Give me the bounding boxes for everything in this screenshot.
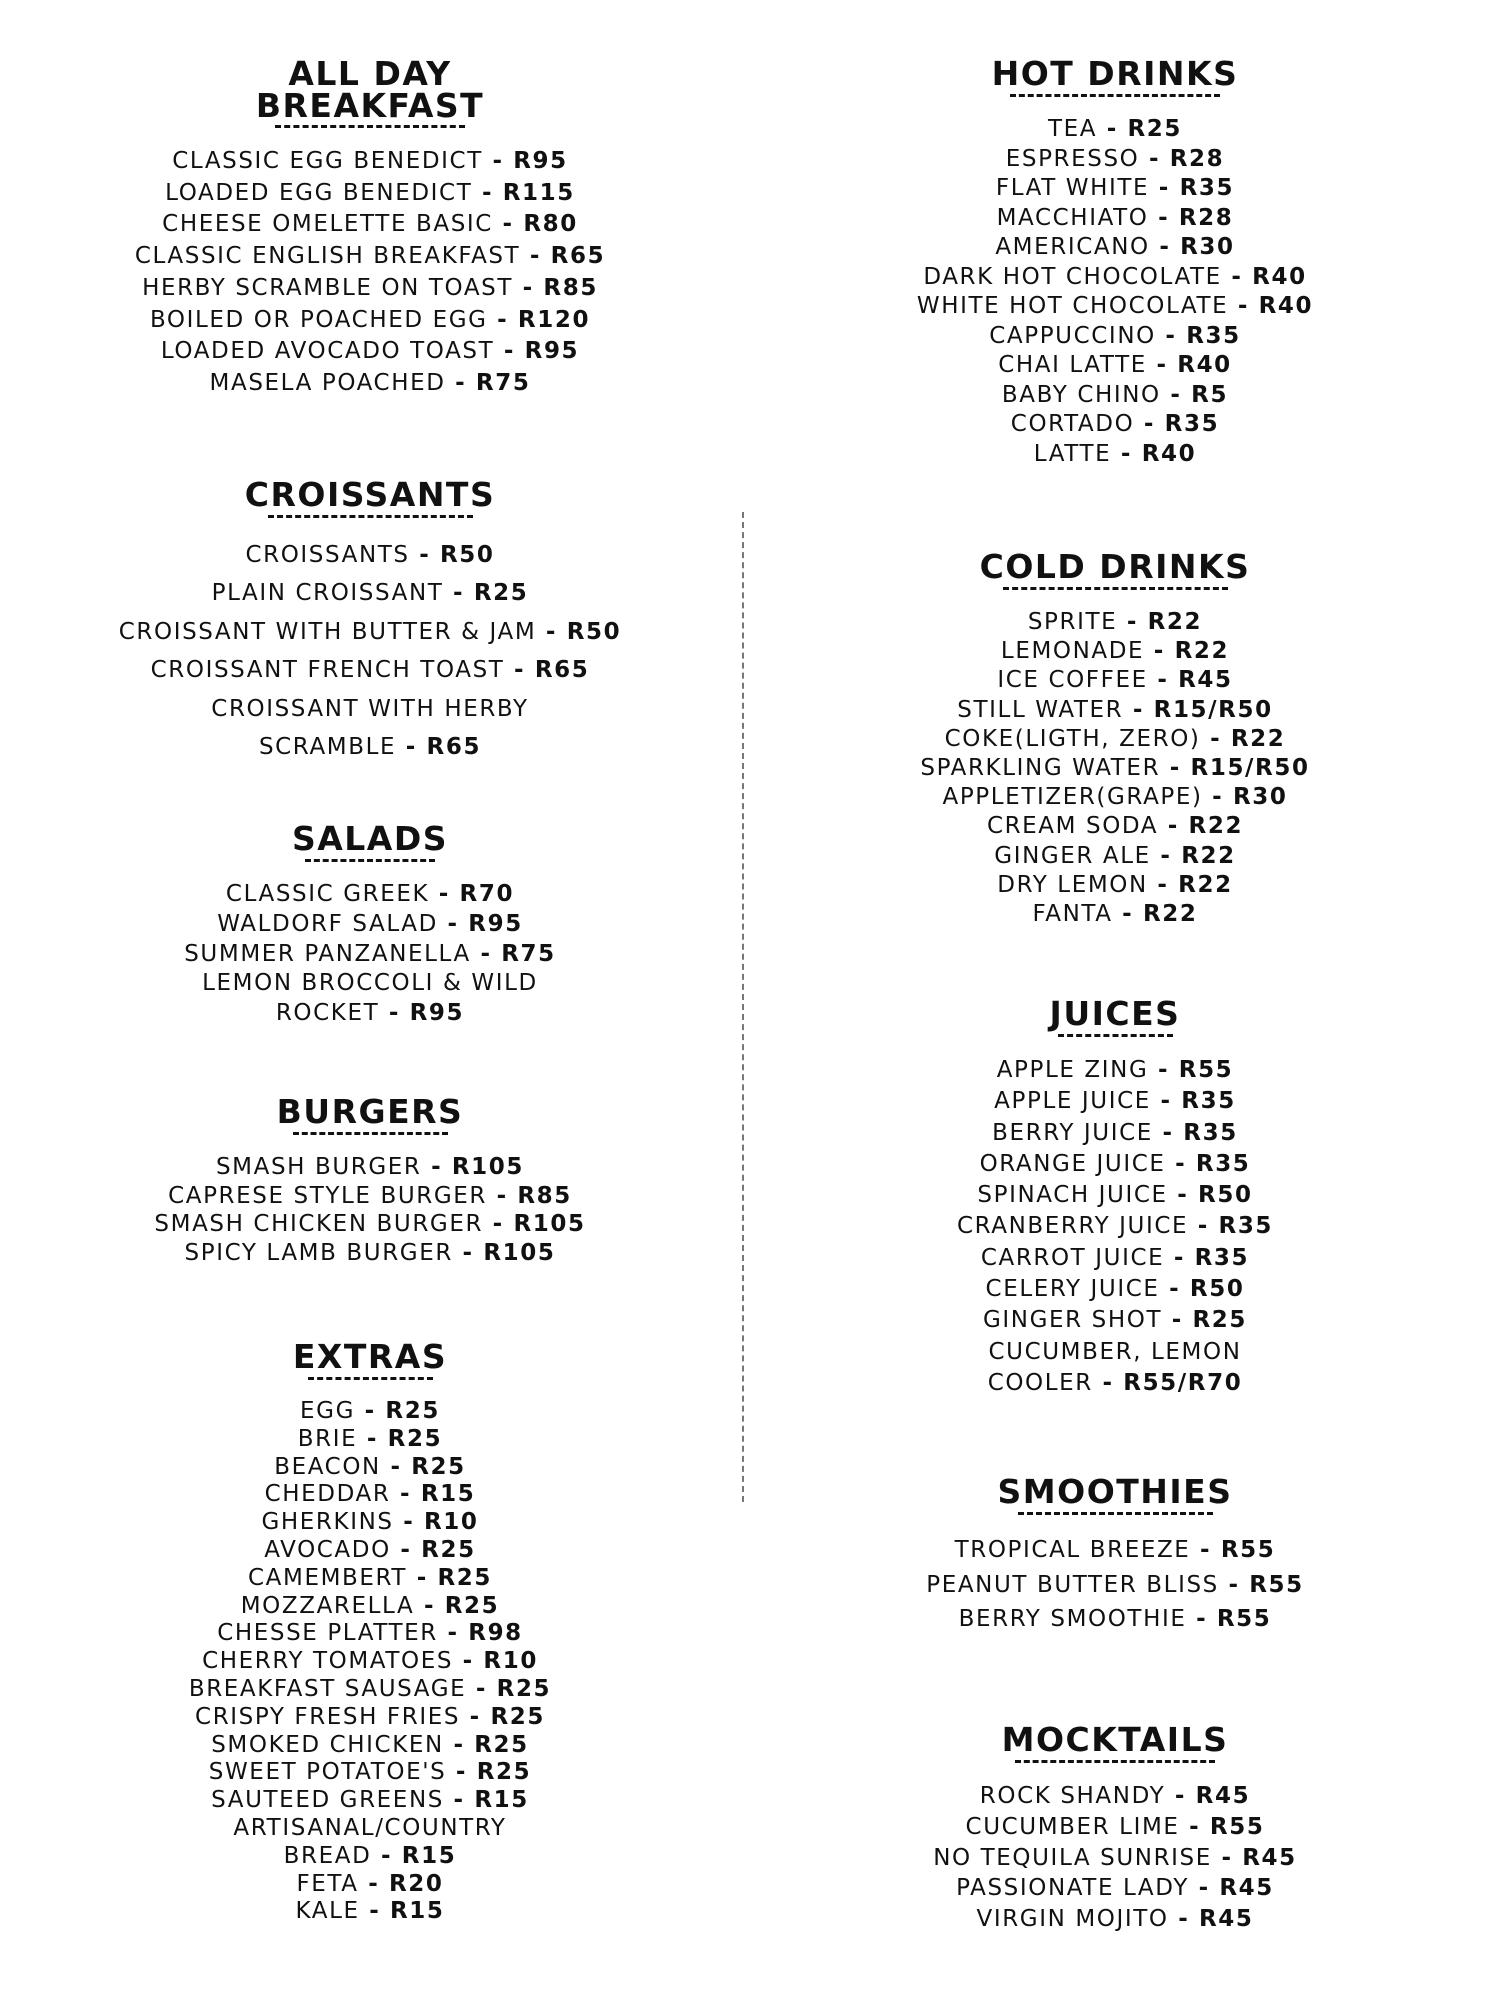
menu-item: SCRAMBLE - R65 bbox=[258, 734, 482, 761]
title-underline bbox=[293, 1132, 448, 1135]
menu-item: ORANGE JUICE - R35 bbox=[979, 1150, 1251, 1177]
item-price: R28 bbox=[1169, 145, 1225, 172]
item-price: R45 bbox=[1198, 1906, 1254, 1933]
item-price: R25 bbox=[476, 1759, 532, 1786]
item-price: R25 bbox=[421, 1536, 476, 1563]
item-price: R15/R50 bbox=[1153, 696, 1273, 723]
item-price: R55/R70 bbox=[1123, 1369, 1243, 1396]
menu-item: TEA - R25 bbox=[1047, 116, 1183, 142]
item-price: R25 bbox=[1127, 116, 1183, 142]
item-name: CUCUMBER, LEMON bbox=[988, 1338, 1242, 1365]
menu-item: CROISSANT FRENCH TOAST - R65 bbox=[150, 657, 590, 684]
item-name: CHEDDAR bbox=[264, 1481, 391, 1508]
menu-item: CLASSIC ENGLISH BREAKFAST - R65 bbox=[134, 243, 606, 270]
menu-item: ICE COFFEE - R45 bbox=[997, 667, 1233, 694]
item-name: BEACON bbox=[274, 1453, 381, 1480]
menu-item: GHERKINS - R10 bbox=[261, 1509, 479, 1536]
menu-item: CHEESE OMELETTE BASIC - R80 bbox=[162, 211, 578, 238]
item-name: SPINACH JUICE bbox=[977, 1182, 1168, 1209]
item-name: SUMMER PANZANELLA bbox=[184, 940, 471, 967]
item-name: DRY LEMON bbox=[997, 871, 1148, 898]
menu-item: CHESSE PLATTER - R98 bbox=[217, 1620, 523, 1647]
item-name: APPLE ZING bbox=[996, 1057, 1149, 1083]
item-name: FETA bbox=[296, 1870, 359, 1897]
item-list bbox=[744, 1781, 1486, 1935]
menu-item: NO TEQUILA SUNRISE - R45 bbox=[933, 1844, 1297, 1871]
menu-item: COOLER - R55/R70 bbox=[987, 1369, 1243, 1396]
item-name: CELERY JUICE bbox=[985, 1276, 1160, 1303]
item-name: STILL WATER bbox=[957, 696, 1124, 723]
item-price: R55 bbox=[1249, 1571, 1304, 1598]
item-price: R15 bbox=[390, 1898, 445, 1925]
menu-item: MACCHIATO - R28 bbox=[996, 204, 1234, 231]
menu-item: LEMONADE - R22 bbox=[1000, 638, 1230, 665]
item-name: ESPRESSO bbox=[1005, 145, 1140, 172]
item-price: R55 bbox=[1178, 1057, 1234, 1083]
item-list bbox=[0, 536, 740, 766]
item-price: R25 bbox=[437, 1564, 492, 1591]
item-name: PEANUT BUTTER BLISS bbox=[926, 1571, 1219, 1598]
menu-item: WHITE HOT CHOCOLATE - R40 bbox=[916, 293, 1314, 319]
item-price: R95 bbox=[468, 910, 523, 937]
item-name: CREAM SODA bbox=[986, 813, 1159, 840]
title-underline bbox=[1015, 1760, 1215, 1763]
item-name: GINGER SHOT bbox=[982, 1307, 1163, 1334]
menu-item: CHEDDAR - R15 bbox=[264, 1481, 476, 1508]
item-price: R75 bbox=[501, 940, 556, 967]
item-list bbox=[744, 115, 1486, 469]
item-name: CUCUMBER LIME bbox=[965, 1813, 1180, 1840]
section-title: EXTRAS bbox=[292, 1337, 448, 1376]
menu-item: LATTE - R40 bbox=[1033, 440, 1197, 467]
item-price: R95 bbox=[513, 148, 568, 174]
section-extras bbox=[0, 1337, 740, 1926]
item-name: SWEET POTATOE'S bbox=[208, 1759, 447, 1786]
item-name: BRIE bbox=[297, 1425, 358, 1452]
item-name: SPARKLING WATER bbox=[920, 755, 1161, 782]
item-price: R85 bbox=[543, 274, 598, 301]
item-name: BERRY JUICE bbox=[992, 1119, 1153, 1146]
item-price: R15 bbox=[474, 1787, 529, 1814]
item-name: BOILED OR POACHED EGG bbox=[149, 306, 488, 333]
item-name: PLAIN CROISSANT bbox=[211, 580, 444, 607]
item-name: BABY CHINO bbox=[1001, 381, 1161, 408]
menu-item: CHAI LATTE - R40 bbox=[998, 352, 1232, 378]
item-price: R45 bbox=[1242, 1844, 1297, 1871]
item-name: SMASH CHICKEN BURGER bbox=[154, 1211, 484, 1238]
item-price: R25 bbox=[387, 1425, 443, 1452]
item-price: R40 bbox=[1252, 263, 1307, 290]
menu-item: SPINACH JUICE - R50 bbox=[977, 1182, 1253, 1209]
menu-item: TROPICAL BREEZE - R55 bbox=[954, 1537, 1276, 1563]
section-juices bbox=[744, 994, 1486, 1399]
menu-item bbox=[0, 690, 740, 728]
item-list bbox=[744, 608, 1486, 929]
item-name: CROISSANT WITH BUTTER & JAM bbox=[118, 618, 537, 645]
item-price: R15/R50 bbox=[1190, 755, 1310, 782]
item-list bbox=[744, 1533, 1486, 1637]
menu-item: KALE - R15 bbox=[295, 1898, 445, 1925]
menu-item: APPLE ZING - R55 bbox=[996, 1057, 1234, 1083]
item-price: R95 bbox=[409, 1000, 465, 1027]
item-price: R55 bbox=[1209, 1813, 1265, 1840]
menu-item: PASSIONATE LADY - R45 bbox=[956, 1875, 1274, 1902]
item-name: TROPICAL BREEZE bbox=[954, 1537, 1191, 1563]
item-name: BREAKFAST SAUSAGE bbox=[188, 1675, 467, 1702]
item-price: R35 bbox=[1194, 1244, 1250, 1271]
menu-item: SPARKLING WATER - R15/R50 bbox=[920, 755, 1310, 782]
title-underline bbox=[268, 515, 473, 518]
menu-item: SPICY LAMB BURGER - R105 bbox=[184, 1239, 556, 1266]
item-name: ARTISANAL/COUNTRY bbox=[233, 1814, 507, 1841]
item-list bbox=[0, 1153, 740, 1267]
menu-item: BRIE - R25 bbox=[297, 1425, 443, 1452]
item-name: CARROT JUICE bbox=[980, 1244, 1165, 1271]
item-name: SPRITE bbox=[1027, 609, 1118, 635]
menu-item: AVOCADO - R25 bbox=[264, 1536, 476, 1563]
item-price: R45 bbox=[1195, 1783, 1251, 1809]
menu-item: CAPRESE STYLE BURGER - R85 bbox=[168, 1182, 572, 1209]
item-name: FLAT WHITE bbox=[995, 175, 1150, 201]
menu-item: MOZZARELLA - R25 bbox=[240, 1592, 500, 1619]
item-price: R120 bbox=[517, 306, 591, 333]
title-underline bbox=[1058, 1034, 1173, 1037]
item-name: SMOKED CHICKEN bbox=[211, 1731, 444, 1758]
item-name: MACCHIATO bbox=[996, 204, 1149, 231]
item-price: R30 bbox=[1232, 784, 1288, 811]
item-price: R22 bbox=[1188, 813, 1244, 840]
item-price: R105 bbox=[483, 1239, 556, 1266]
item-name: CRANBERRY JUICE bbox=[956, 1213, 1189, 1240]
section-salads bbox=[0, 819, 740, 1029]
menu-item: STILL WATER - R15/R50 bbox=[957, 696, 1273, 723]
item-name: CAMEMBERT bbox=[248, 1564, 408, 1591]
item-name: LEMON BROCCOLI & WILD bbox=[202, 970, 538, 997]
menu-item: ROCKET - R95 bbox=[275, 1000, 465, 1027]
item-name: CAPPUCCINO bbox=[989, 322, 1156, 349]
item-name: COKE(LIGTH, ZERO) bbox=[944, 725, 1201, 752]
item-name: APPLE JUICE bbox=[994, 1088, 1151, 1115]
menu-item: CAPPUCCINO - R35 bbox=[989, 322, 1241, 349]
title-underline bbox=[275, 125, 465, 128]
item-list bbox=[0, 880, 740, 1029]
item-price: R35 bbox=[1186, 322, 1241, 349]
item-price: R30 bbox=[1180, 234, 1235, 260]
menu-item: FETA - R20 bbox=[296, 1870, 444, 1897]
item-price: R22 bbox=[1147, 609, 1203, 635]
section-title: HOT DRINKS bbox=[991, 54, 1239, 93]
menu-item: HERBY SCRAMBLE ON TOAST - R85 bbox=[142, 274, 598, 301]
item-price: R45 bbox=[1178, 667, 1233, 694]
item-price: R25 bbox=[490, 1703, 545, 1730]
menu-item: CAMEMBERT - R25 bbox=[248, 1564, 492, 1591]
item-name: HERBY SCRAMBLE ON TOAST bbox=[142, 274, 514, 301]
item-price: R22 bbox=[1174, 638, 1230, 665]
menu-item: CUCUMBER LIME - R55 bbox=[965, 1813, 1265, 1840]
menu-item: PEANUT BUTTER BLISS - R55 bbox=[926, 1571, 1304, 1598]
menu-item: FANTA - R22 bbox=[1032, 901, 1198, 928]
menu-item: BREAKFAST SAUSAGE - R25 bbox=[188, 1675, 552, 1702]
item-name: DARK HOT CHOCOLATE bbox=[923, 263, 1222, 290]
item-name: CLASSIC GREEK bbox=[225, 881, 430, 907]
menu-item: BERRY SMOOTHIE - R55 bbox=[958, 1606, 1272, 1632]
section-smoothies bbox=[744, 1472, 1486, 1637]
item-name: LEMONADE bbox=[1000, 638, 1145, 665]
menu-item: DARK HOT CHOCOLATE - R40 bbox=[923, 263, 1307, 290]
item-price: R105 bbox=[451, 1154, 524, 1180]
item-name: PASSIONATE LADY bbox=[956, 1875, 1189, 1902]
section-hot-drinks bbox=[744, 54, 1486, 469]
menu-item bbox=[744, 1337, 1486, 1368]
item-price: R35 bbox=[1218, 1213, 1274, 1240]
item-name: AMERICANO bbox=[995, 234, 1150, 260]
item-name: ICE COFFEE bbox=[997, 667, 1148, 694]
item-name: CHEESE OMELETTE BASIC bbox=[162, 211, 493, 238]
item-name: TEA bbox=[1047, 116, 1098, 142]
menu-item: CRANBERRY JUICE - R35 bbox=[956, 1213, 1274, 1240]
item-price: R10 bbox=[483, 1648, 538, 1675]
menu-item: BREAD - R15 bbox=[283, 1842, 457, 1869]
menu-item bbox=[0, 969, 740, 999]
menu-item: MASELA POACHED - R75 bbox=[209, 369, 531, 396]
item-name: CAPRESE STYLE BURGER bbox=[168, 1182, 487, 1209]
menu-item: BABY CHINO - R5 bbox=[1001, 381, 1229, 408]
item-price: R5 bbox=[1191, 381, 1229, 408]
item-name: ROCK SHANDY bbox=[979, 1783, 1166, 1809]
title-underline bbox=[308, 1377, 433, 1380]
menu-item: APPLETIZER(GRAPE) - R30 bbox=[942, 784, 1288, 811]
menu-item: AMERICANO - R30 bbox=[995, 234, 1235, 260]
item-price: R35 bbox=[1195, 1150, 1251, 1177]
item-price: R22 bbox=[1230, 725, 1286, 752]
item-name: CHERRY TOMATOES bbox=[202, 1648, 454, 1675]
item-name: EGG bbox=[300, 1398, 356, 1424]
menu-item: CARROT JUICE - R35 bbox=[980, 1244, 1250, 1271]
item-name: NO TEQUILA SUNRISE bbox=[933, 1844, 1212, 1871]
item-price: R15 bbox=[420, 1481, 476, 1508]
item-price: R22 bbox=[1178, 871, 1233, 898]
item-name: SMASH BURGER bbox=[215, 1154, 422, 1180]
item-name: WHITE HOT CHOCOLATE bbox=[916, 293, 1229, 319]
menu-item: SUMMER PANZANELLA - R75 bbox=[184, 940, 556, 967]
item-name: SCRAMBLE bbox=[258, 734, 397, 761]
item-price: R105 bbox=[513, 1211, 586, 1238]
item-name: CORTADO bbox=[1010, 411, 1135, 437]
item-price: R40 bbox=[1141, 440, 1197, 467]
menu-item: CLASSIC EGG BENEDICT - R95 bbox=[172, 148, 568, 174]
section-burgers bbox=[0, 1092, 740, 1267]
item-price: R20 bbox=[389, 1870, 444, 1897]
item-price: R55 bbox=[1216, 1606, 1272, 1632]
section-cold-drinks bbox=[744, 547, 1486, 929]
item-price: R70 bbox=[459, 881, 515, 907]
item-price: R25 bbox=[473, 580, 529, 607]
item-name: CROISSANT FRENCH TOAST bbox=[150, 657, 505, 684]
item-list bbox=[744, 1055, 1486, 1399]
item-price: R85 bbox=[517, 1182, 572, 1209]
menu-item: BEACON - R25 bbox=[274, 1453, 466, 1480]
item-name: SPICY LAMB BURGER bbox=[184, 1239, 453, 1266]
section-title: SALADS bbox=[291, 819, 449, 858]
item-price: R25 bbox=[1192, 1307, 1247, 1334]
item-price: R22 bbox=[1181, 842, 1236, 869]
menu-item: CREAM SODA - R22 bbox=[986, 813, 1244, 840]
menu-item: SMASH BURGER - R105 bbox=[215, 1154, 524, 1180]
menu-item: CROISSANT WITH BUTTER & JAM - R50 bbox=[118, 618, 622, 645]
menu-item: WALDORF SALAD - R95 bbox=[217, 910, 523, 937]
section-title: JUICES bbox=[1049, 994, 1181, 1033]
item-price: R50 bbox=[566, 618, 622, 645]
item-name: COOLER bbox=[987, 1369, 1093, 1396]
section-title: MOCKTAILS bbox=[1001, 1720, 1229, 1759]
item-name: MASELA POACHED bbox=[209, 369, 446, 396]
item-name: BERRY SMOOTHIE bbox=[958, 1606, 1187, 1632]
item-name: WALDORF SALAD bbox=[217, 910, 438, 937]
item-price: R50 bbox=[440, 542, 495, 568]
item-price: R50 bbox=[1198, 1182, 1253, 1209]
item-price: R45 bbox=[1219, 1875, 1274, 1902]
item-price: R25 bbox=[496, 1675, 552, 1702]
item-name: APPLETIZER(GRAPE) bbox=[942, 784, 1203, 811]
item-name: MOZZARELLA bbox=[240, 1592, 415, 1619]
menu-item: CRISPY FRESH FRIES - R25 bbox=[195, 1703, 545, 1730]
menu-item: CROISSANTS - R50 bbox=[245, 542, 495, 568]
menu-item: SWEET POTATOE'S - R25 bbox=[208, 1759, 532, 1786]
item-name: KALE bbox=[295, 1898, 360, 1925]
section-title: SMOOTHIES bbox=[997, 1472, 1233, 1511]
menu-item: ROCK SHANDY - R45 bbox=[979, 1783, 1251, 1809]
item-price: R35 bbox=[1181, 1088, 1236, 1115]
title-underline bbox=[1010, 94, 1220, 97]
item-price: R65 bbox=[550, 243, 606, 270]
item-price: R25 bbox=[411, 1453, 466, 1480]
title-underline bbox=[305, 859, 435, 862]
item-name: GHERKINS bbox=[261, 1509, 394, 1536]
menu-item: VIRGIN MOJITO - R45 bbox=[976, 1906, 1254, 1933]
item-price: R25 bbox=[385, 1398, 440, 1424]
title-underline bbox=[1003, 587, 1228, 590]
menu-item: ESPRESSO - R28 bbox=[1005, 145, 1225, 172]
item-price: R98 bbox=[468, 1620, 523, 1647]
item-price: R25 bbox=[444, 1592, 500, 1619]
item-name: CLASSIC EGG BENEDICT bbox=[172, 148, 483, 174]
item-name: AVOCADO bbox=[264, 1536, 391, 1563]
item-price: R10 bbox=[423, 1509, 479, 1536]
item-list bbox=[0, 1398, 740, 1926]
section-title: ALL DAY BREAKFAST bbox=[255, 54, 485, 125]
item-name: BREAD bbox=[283, 1842, 372, 1869]
item-price: R35 bbox=[1183, 1119, 1238, 1146]
item-price: R115 bbox=[502, 179, 575, 206]
item-name: ROCKET bbox=[275, 1000, 380, 1027]
item-price: R40 bbox=[1258, 293, 1314, 319]
section-croissants bbox=[0, 475, 740, 766]
menu-item: SPRITE - R22 bbox=[1027, 609, 1203, 635]
menu-item: SMOKED CHICKEN - R25 bbox=[211, 1731, 529, 1758]
item-name: ORANGE JUICE bbox=[979, 1150, 1166, 1177]
menu-item bbox=[0, 1815, 740, 1843]
menu-item: SMASH CHICKEN BURGER - R105 bbox=[154, 1211, 586, 1238]
item-price: R35 bbox=[1164, 411, 1220, 437]
section-title: BURGERS bbox=[276, 1092, 464, 1131]
menu-item: GINGER SHOT - R25 bbox=[982, 1307, 1247, 1334]
item-name: FANTA bbox=[1032, 901, 1113, 928]
item-price: R15 bbox=[401, 1842, 457, 1869]
item-list bbox=[0, 146, 740, 400]
title-underline bbox=[1018, 1512, 1213, 1515]
item-price: R95 bbox=[524, 338, 580, 365]
menu-item: CORTADO - R35 bbox=[1010, 411, 1220, 437]
item-price: R35 bbox=[1179, 175, 1235, 201]
menu-item: PLAIN CROISSANT - R25 bbox=[211, 580, 529, 607]
item-price: R65 bbox=[534, 657, 590, 684]
section-title: CROISSANTS bbox=[244, 475, 496, 514]
item-name: SAUTEED GREENS bbox=[211, 1787, 444, 1814]
item-name: LATTE bbox=[1033, 440, 1112, 467]
item-name: VIRGIN MOJITO bbox=[976, 1906, 1169, 1933]
menu-item: SAUTEED GREENS - R15 bbox=[211, 1787, 529, 1814]
menu-item: CELERY JUICE - R50 bbox=[985, 1276, 1245, 1303]
item-name: CHAI LATTE bbox=[998, 352, 1147, 378]
menu-item: DRY LEMON - R22 bbox=[997, 871, 1233, 898]
item-price: R40 bbox=[1177, 352, 1232, 378]
item-name: LOADED EGG BENEDICT bbox=[165, 179, 473, 206]
item-price: R75 bbox=[475, 369, 531, 396]
item-price: R22 bbox=[1142, 901, 1198, 928]
item-price: R50 bbox=[1189, 1276, 1245, 1303]
item-name: CLASSIC ENGLISH BREAKFAST bbox=[134, 243, 521, 270]
menu-item: COKE(LIGTH, ZERO) - R22 bbox=[944, 725, 1286, 752]
item-price: R80 bbox=[523, 211, 578, 238]
menu-item: GINGER ALE - R22 bbox=[994, 842, 1236, 869]
item-price: R55 bbox=[1220, 1537, 1276, 1563]
item-name: LOADED AVOCADO TOAST bbox=[160, 338, 495, 365]
menu-item: EGG - R25 bbox=[300, 1398, 440, 1424]
item-price: R25 bbox=[474, 1731, 529, 1758]
section-all-day-breakfast bbox=[0, 54, 740, 400]
item-name: CRISPY FRESH FRIES bbox=[195, 1703, 461, 1730]
menu-item: APPLE JUICE - R35 bbox=[994, 1088, 1236, 1115]
menu-item: CHERRY TOMATOES - R10 bbox=[202, 1648, 538, 1675]
menu-item: CLASSIC GREEK - R70 bbox=[225, 881, 515, 907]
menu-item: FLAT WHITE - R35 bbox=[995, 175, 1235, 201]
menu-item: LOADED EGG BENEDICT - R115 bbox=[165, 179, 575, 206]
item-price: R28 bbox=[1178, 204, 1234, 231]
section-mocktails bbox=[744, 1720, 1486, 1935]
menu-item: LOADED AVOCADO TOAST - R95 bbox=[160, 338, 580, 365]
menu-item: BOILED OR POACHED EGG - R120 bbox=[149, 306, 591, 333]
item-name: CROISSANTS bbox=[245, 542, 410, 568]
item-price: R65 bbox=[426, 734, 482, 761]
item-name: CROISSANT WITH HERBY bbox=[211, 695, 529, 722]
item-name: CHESSE PLATTER bbox=[217, 1620, 438, 1647]
item-name: GINGER ALE bbox=[994, 842, 1151, 869]
menu-item: BERRY JUICE - R35 bbox=[992, 1119, 1238, 1146]
section-title: COLD DRINKS bbox=[979, 547, 1251, 586]
